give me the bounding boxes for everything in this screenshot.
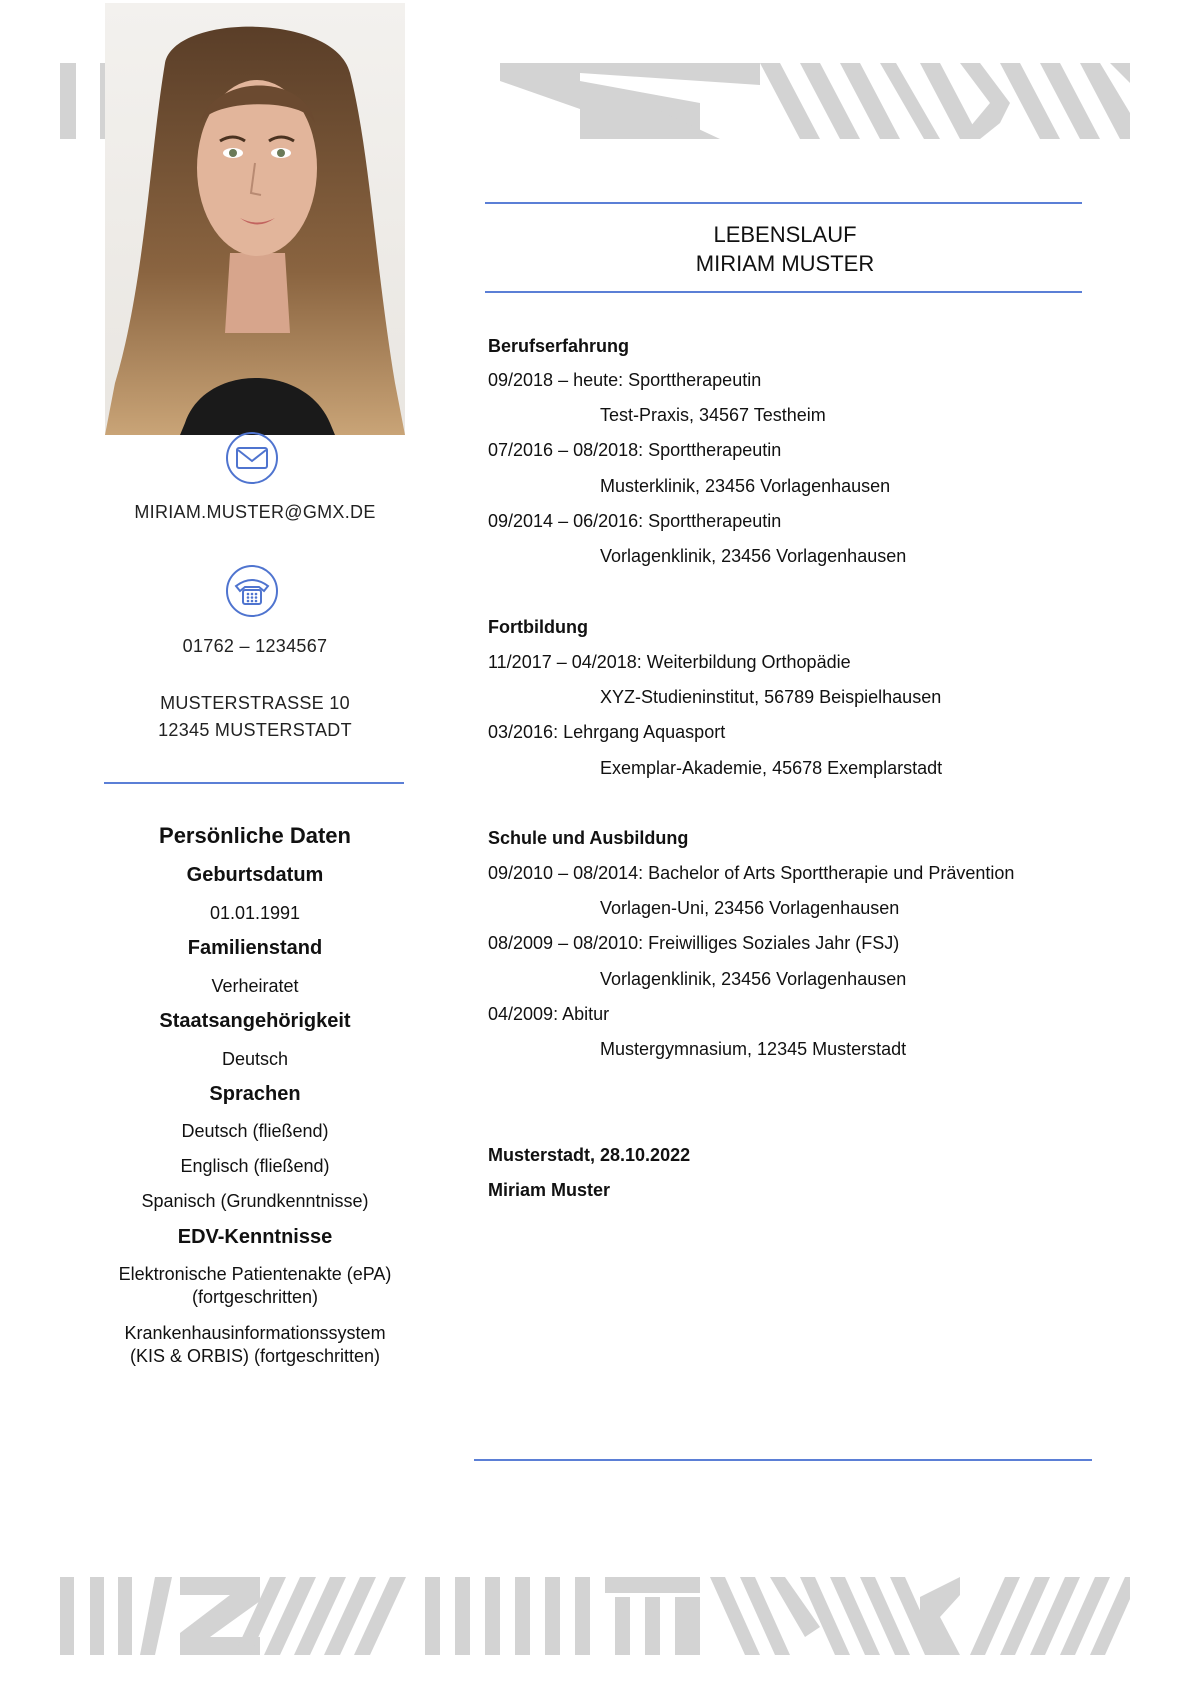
footer-rule — [474, 1459, 1092, 1461]
marital-status-value: Verheiratet — [211, 976, 299, 996]
it-skills-label: EDV-Kenntnisse — [177, 1226, 333, 1248]
education-place: Mustergymnasium, 12345 Musterstadt — [600, 1039, 907, 1059]
birth-date-value: 01.01.1991 — [209, 903, 301, 923]
left-divider — [104, 782, 404, 784]
email-address[interactable]: MIRIAM.MUSTER@GMX.DE — [134, 502, 376, 522]
education-place: Vorlagen-Uni, 23456 Vorlagenhausen — [600, 898, 900, 918]
training-period: 03/2016: Lehrgang Aquasport — [488, 722, 726, 742]
decorative-stripe-band-bottom — [60, 1577, 1130, 1655]
it-skill-item: Krankenhausinformationssystem (KIS & ORBIS) (fortgeschritten) — [124, 1323, 386, 1366]
language-item: Englisch (fließend) — [180, 1156, 330, 1176]
it-skill-item: Elektronische Patientenakte (ePA) (fortgeschritten) — [118, 1264, 392, 1307]
title-top-rule — [485, 202, 1082, 204]
training-period: 11/2017 – 04/2018: Weiterbildung Orthopädie — [488, 652, 851, 672]
experience-period: 09/2018 – heute: Sporttherapeutin — [488, 370, 762, 390]
nationality-label: Staatsangehörigkeit — [159, 1010, 351, 1032]
language-item: Deutsch (fließend) — [181, 1121, 329, 1141]
birth-date-label: Geburtsdatum — [186, 864, 324, 886]
education-period: 08/2009 – 08/2010: Freiwilliges Soziales Jahr (FSJ) — [488, 933, 900, 953]
telephone-icon — [225, 564, 279, 618]
nationality-value: Deutsch — [221, 1049, 289, 1069]
address-city: 12345 MUSTERSTADT — [158, 720, 352, 740]
envelope-icon — [225, 431, 279, 485]
document-title: LEBENSLAUF — [713, 222, 857, 247]
signature-place-date: Musterstadt, 28.10.2022 — [488, 1145, 691, 1165]
language-item: Spanisch (Grundkenntnisse) — [141, 1191, 369, 1211]
experience-heading: Berufserfahrung — [488, 336, 630, 356]
education-period: 09/2010 – 08/2014: Bachelor of Arts Sporttherapie und Prävention — [488, 863, 1015, 883]
training-place: XYZ-Studieninstitut, 56789 Beispielhausen — [600, 687, 942, 707]
education-heading: Schule und Ausbildung — [488, 828, 689, 848]
title-bottom-rule — [485, 291, 1082, 293]
experience-place: Vorlagenklinik, 23456 Vorlagenhausen — [600, 546, 907, 566]
training-heading: Fortbildung — [488, 617, 588, 637]
phone-number[interactable]: 01762 – 1234567 — [182, 636, 328, 656]
personal-data-heading: Persönliche Daten — [159, 823, 351, 848]
experience-period: 09/2014 – 06/2016: Sporttherapeutin — [488, 511, 782, 531]
profile-photo — [105, 3, 405, 435]
experience-period: 07/2016 – 08/2018: Sporttherapeutin — [488, 440, 782, 460]
experience-place: Musterklinik, 23456 Vorlagenhausen — [600, 476, 891, 496]
education-period: 04/2009: Abitur — [488, 1004, 610, 1024]
applicant-name: MIRIAM MUSTER — [695, 251, 875, 276]
training-place: Exemplar-Akademie, 45678 Exemplarstadt — [600, 758, 943, 778]
education-place: Vorlagenklinik, 23456 Vorlagenhausen — [600, 969, 907, 989]
languages-label: Sprachen — [209, 1083, 301, 1105]
marital-status-label: Familienstand — [187, 937, 323, 959]
address-street: MUSTERSTRASSE 10 — [160, 693, 350, 713]
signature-name: Miriam Muster — [488, 1180, 611, 1200]
experience-place: Test-Praxis, 34567 Testheim — [600, 405, 826, 425]
